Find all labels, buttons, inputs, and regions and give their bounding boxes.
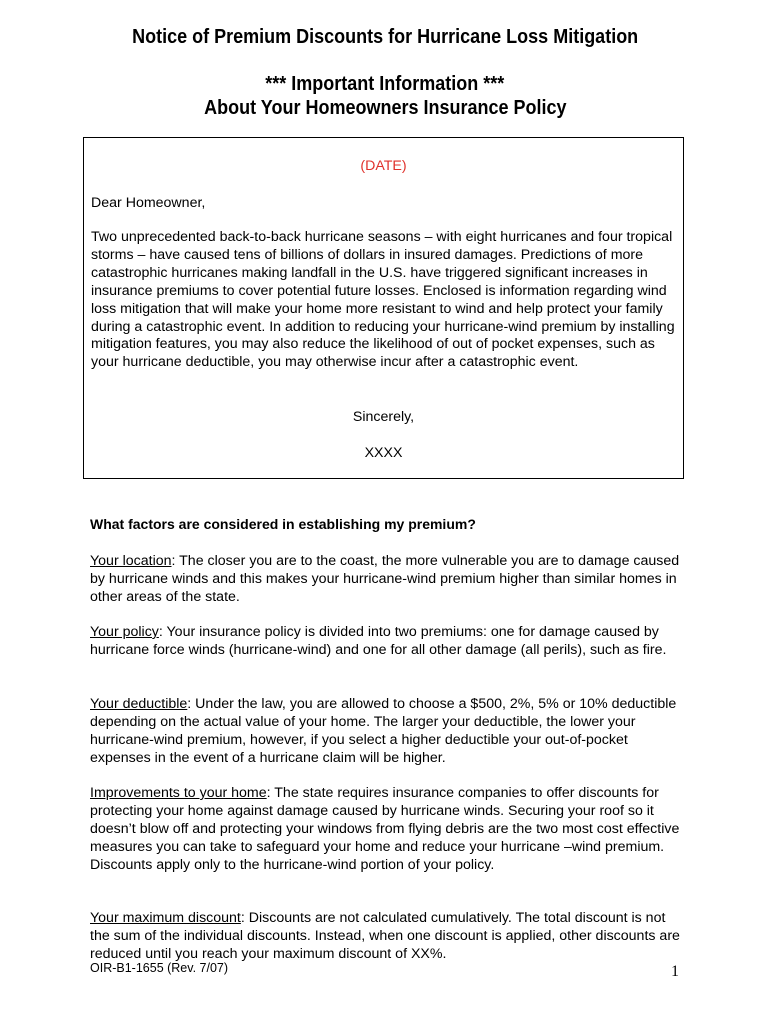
letter-closing: Sincerely, bbox=[352, 409, 415, 425]
factor-term: Improvements to your home bbox=[90, 785, 267, 801]
factor-text: : The state requires insurance companies to offer discounts for protecting your home against damage caused by hurricane winds. Securing your roof so it doesn’t blow off and protecting your windows from flying debris are the two most cost effective measures you can take to safeguard your home and reduce your hurricane –wind premium. Discounts apply only to the hurricane-wind portion of your policy. bbox=[90, 785, 680, 873]
letter-box bbox=[83, 137, 684, 479]
form-number: OIR-B1-1655 (Rev. 7/07) bbox=[90, 961, 229, 975]
factor-term: Your location bbox=[90, 553, 172, 569]
factor-policy bbox=[90, 624, 682, 660]
factor-deductible bbox=[90, 696, 682, 768]
policy-subheading: About Your Homeowners Insurance Policy bbox=[203, 97, 567, 119]
factor-term: Your maximum discount bbox=[90, 910, 241, 926]
page-number: 1 bbox=[671, 963, 679, 980]
factor-text: : Your insurance policy is divided into two premiums: one for damage caused by hurricane force winds (hurricane-wind) and one for all other damage (all perils), such as fire. bbox=[90, 624, 667, 658]
factor-text: : Discounts are not calculated cumulatively. The total discount is not the sum of the individual discounts. Instead, when one discount is applied, other discounts are reduced until you reach your maximum discount of XX%. bbox=[90, 910, 680, 962]
document-title: Notice of Premium Discounts for Hurricane Loss Mitigation bbox=[131, 26, 639, 48]
premium-factors-question: What factors are considered in establishing my premium? bbox=[90, 516, 476, 532]
letter-body: Two unprecedented back-to-back hurricane seasons – with eight hurricanes and four tropical storms – have caused tens of billions of dollars in insured damages. Predictions of more catastrophic hurricanes making landfall in the U.S. have triggered significant increases in insurance premiums to cover potential future losses. Enclosed is information regarding wind loss mitigation that will make your home more resistant to wind and help protect your family during a catastrophic event. In addition to reducing your hurricane-wind premium by installing mitigation features, you may also reduce the likelihood of out of pocket expenses, such as your hurricane deductible, you may otherwise incur after a catastrophic event. bbox=[91, 229, 675, 371]
important-information-heading: *** Important Information *** bbox=[265, 73, 505, 95]
factor-text: : The closer you are to the coast, the more vulnerable you are to damage caused by hurricane winds and this makes your hurricane-wind premium higher than similar homes in other areas of the state. bbox=[90, 553, 680, 605]
factor-location bbox=[90, 553, 682, 607]
letter-date: (DATE) bbox=[360, 158, 407, 174]
factor-term: Your policy bbox=[90, 624, 159, 640]
factor-improvements bbox=[90, 785, 682, 875]
factor-term: Your deductible bbox=[90, 696, 188, 712]
factor-maximum-discount bbox=[90, 910, 682, 964]
letter-salutation: Dear Homeowner, bbox=[91, 195, 206, 211]
letter-signature: XXXX bbox=[364, 445, 403, 461]
factor-text: : Under the law, you are allowed to choose a $500, 2%, 5% or 10% deductible depending on the actual value of your home. The larger your deductible, the lower your hurricane-wind premium, however, if you select a higher deductible your out-of-pocket expenses in the event of a hurricane claim will be higher. bbox=[90, 696, 677, 766]
